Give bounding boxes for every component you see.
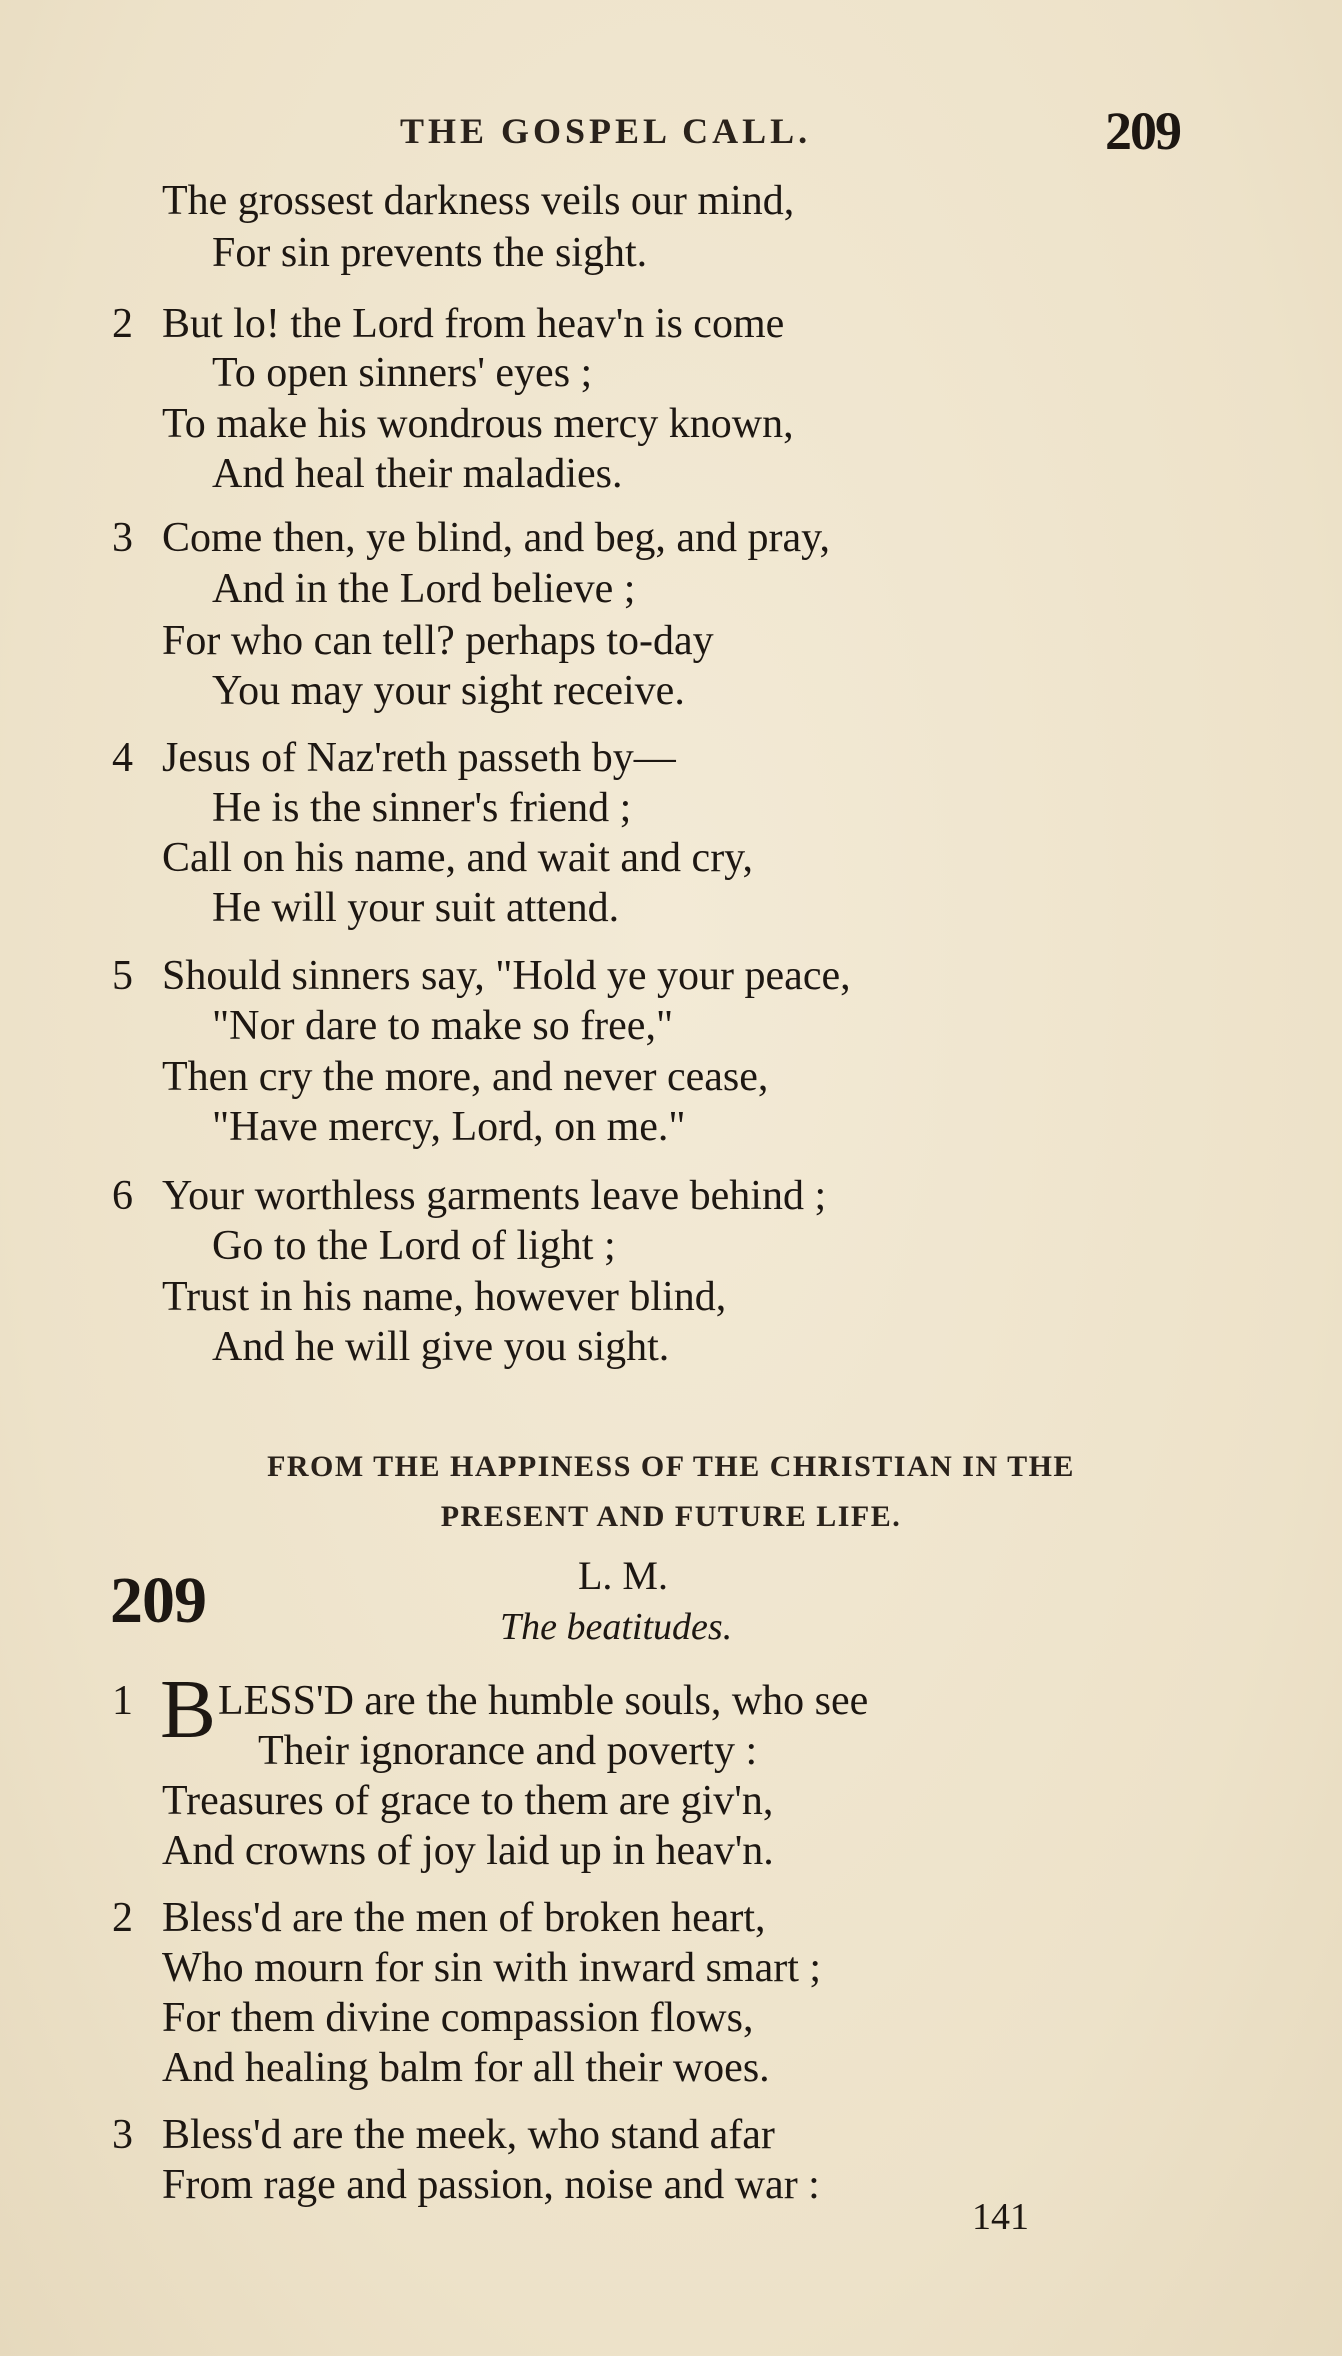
- stanza-number: 2: [112, 1895, 133, 1941]
- verse-line: Who mourn for sin with inward smart ;: [162, 1945, 822, 1991]
- verse-line: And heal their maladies.: [212, 451, 623, 497]
- verse-line: To open sinners' eyes ;: [212, 350, 593, 396]
- drop-cap: B: [160, 1663, 217, 1756]
- verse-line: Then cry the more, and never cease,: [162, 1054, 769, 1100]
- verse-line: To make his wondrous mercy known,: [162, 401, 794, 447]
- hymn-subtitle: The beatitudes.: [500, 1606, 733, 1648]
- verse-line: Bless'd are the meek, who stand afar: [162, 2112, 775, 2158]
- hymn-number: 209: [110, 1564, 206, 1637]
- verse-line: For sin prevents the sight.: [212, 230, 648, 276]
- verse-line: The grossest darkness veils our mind,: [162, 178, 795, 224]
- verse-line: And he will give you sight.: [212, 1324, 670, 1370]
- stanza-number: 2: [112, 301, 133, 347]
- verse-line: "Nor dare to make so free,": [212, 1003, 674, 1049]
- verse-line: Should sinners say, "Hold ye your peace,: [162, 953, 851, 999]
- verse-line: Go to the Lord of light ;: [212, 1223, 616, 1269]
- verse-line: For them divine compassion flows,: [162, 1995, 754, 2041]
- verse-line: LESS'D are the humble souls, who see: [218, 1678, 869, 1724]
- verse-line: Jesus of Naz'reth passeth by—: [162, 735, 676, 781]
- stanza-number: 3: [112, 2112, 133, 2158]
- verse-line: "Have mercy, Lord, on me.": [212, 1104, 686, 1150]
- stanza-number: 4: [112, 735, 133, 781]
- hymn-meter: L. M.: [578, 1553, 668, 1598]
- verse-line: You may your sight receive.: [212, 668, 685, 714]
- verse-line: From rage and passion, noise and war :: [162, 2162, 820, 2208]
- stanza-number: 5: [112, 953, 133, 999]
- section-heading-line-1: FROM THE HAPPINESS OF THE CHRISTIAN IN THE: [267, 1450, 1075, 1483]
- verse-line: But lo! the Lord from heav'n is come: [162, 301, 785, 347]
- verse-line: And healing balm for all their woes.: [162, 2045, 770, 2091]
- page-number: 209: [1105, 101, 1180, 161]
- stanza-number: 3: [112, 515, 133, 561]
- signature-mark: 141: [972, 2196, 1029, 2238]
- verse-line: Your worthless garments leave behind ;: [162, 1173, 827, 1219]
- verse-line: Their ignorance and poverty :: [258, 1728, 758, 1774]
- stanza-number: 6: [112, 1173, 133, 1219]
- verse-line: Treasures of grace to them are giv'n,: [162, 1778, 774, 1824]
- verse-line: And in the Lord believe ;: [212, 566, 636, 612]
- verse-line: And crowns of joy laid up in heav'n.: [162, 1828, 774, 1874]
- running-head: [0, 100, 1342, 160]
- running-title: THE GOSPEL CALL.: [400, 111, 812, 151]
- verse-line: Trust in his name, however blind,: [162, 1274, 727, 1320]
- verse-line: For who can tell? perhaps to-day: [162, 618, 714, 664]
- verse-line: He is the sinner's friend ;: [212, 785, 632, 831]
- verse-line: Call on his name, and wait and cry,: [162, 835, 753, 881]
- section-heading-line-2: PRESENT AND FUTURE LIFE.: [440, 1500, 902, 1533]
- stanza-number: 1: [112, 1678, 133, 1724]
- verse-line: He will your suit attend.: [212, 885, 620, 931]
- verse-line: Come then, ye blind, and beg, and pray,: [162, 515, 830, 561]
- verse-line: Bless'd are the men of broken heart,: [162, 1895, 766, 1941]
